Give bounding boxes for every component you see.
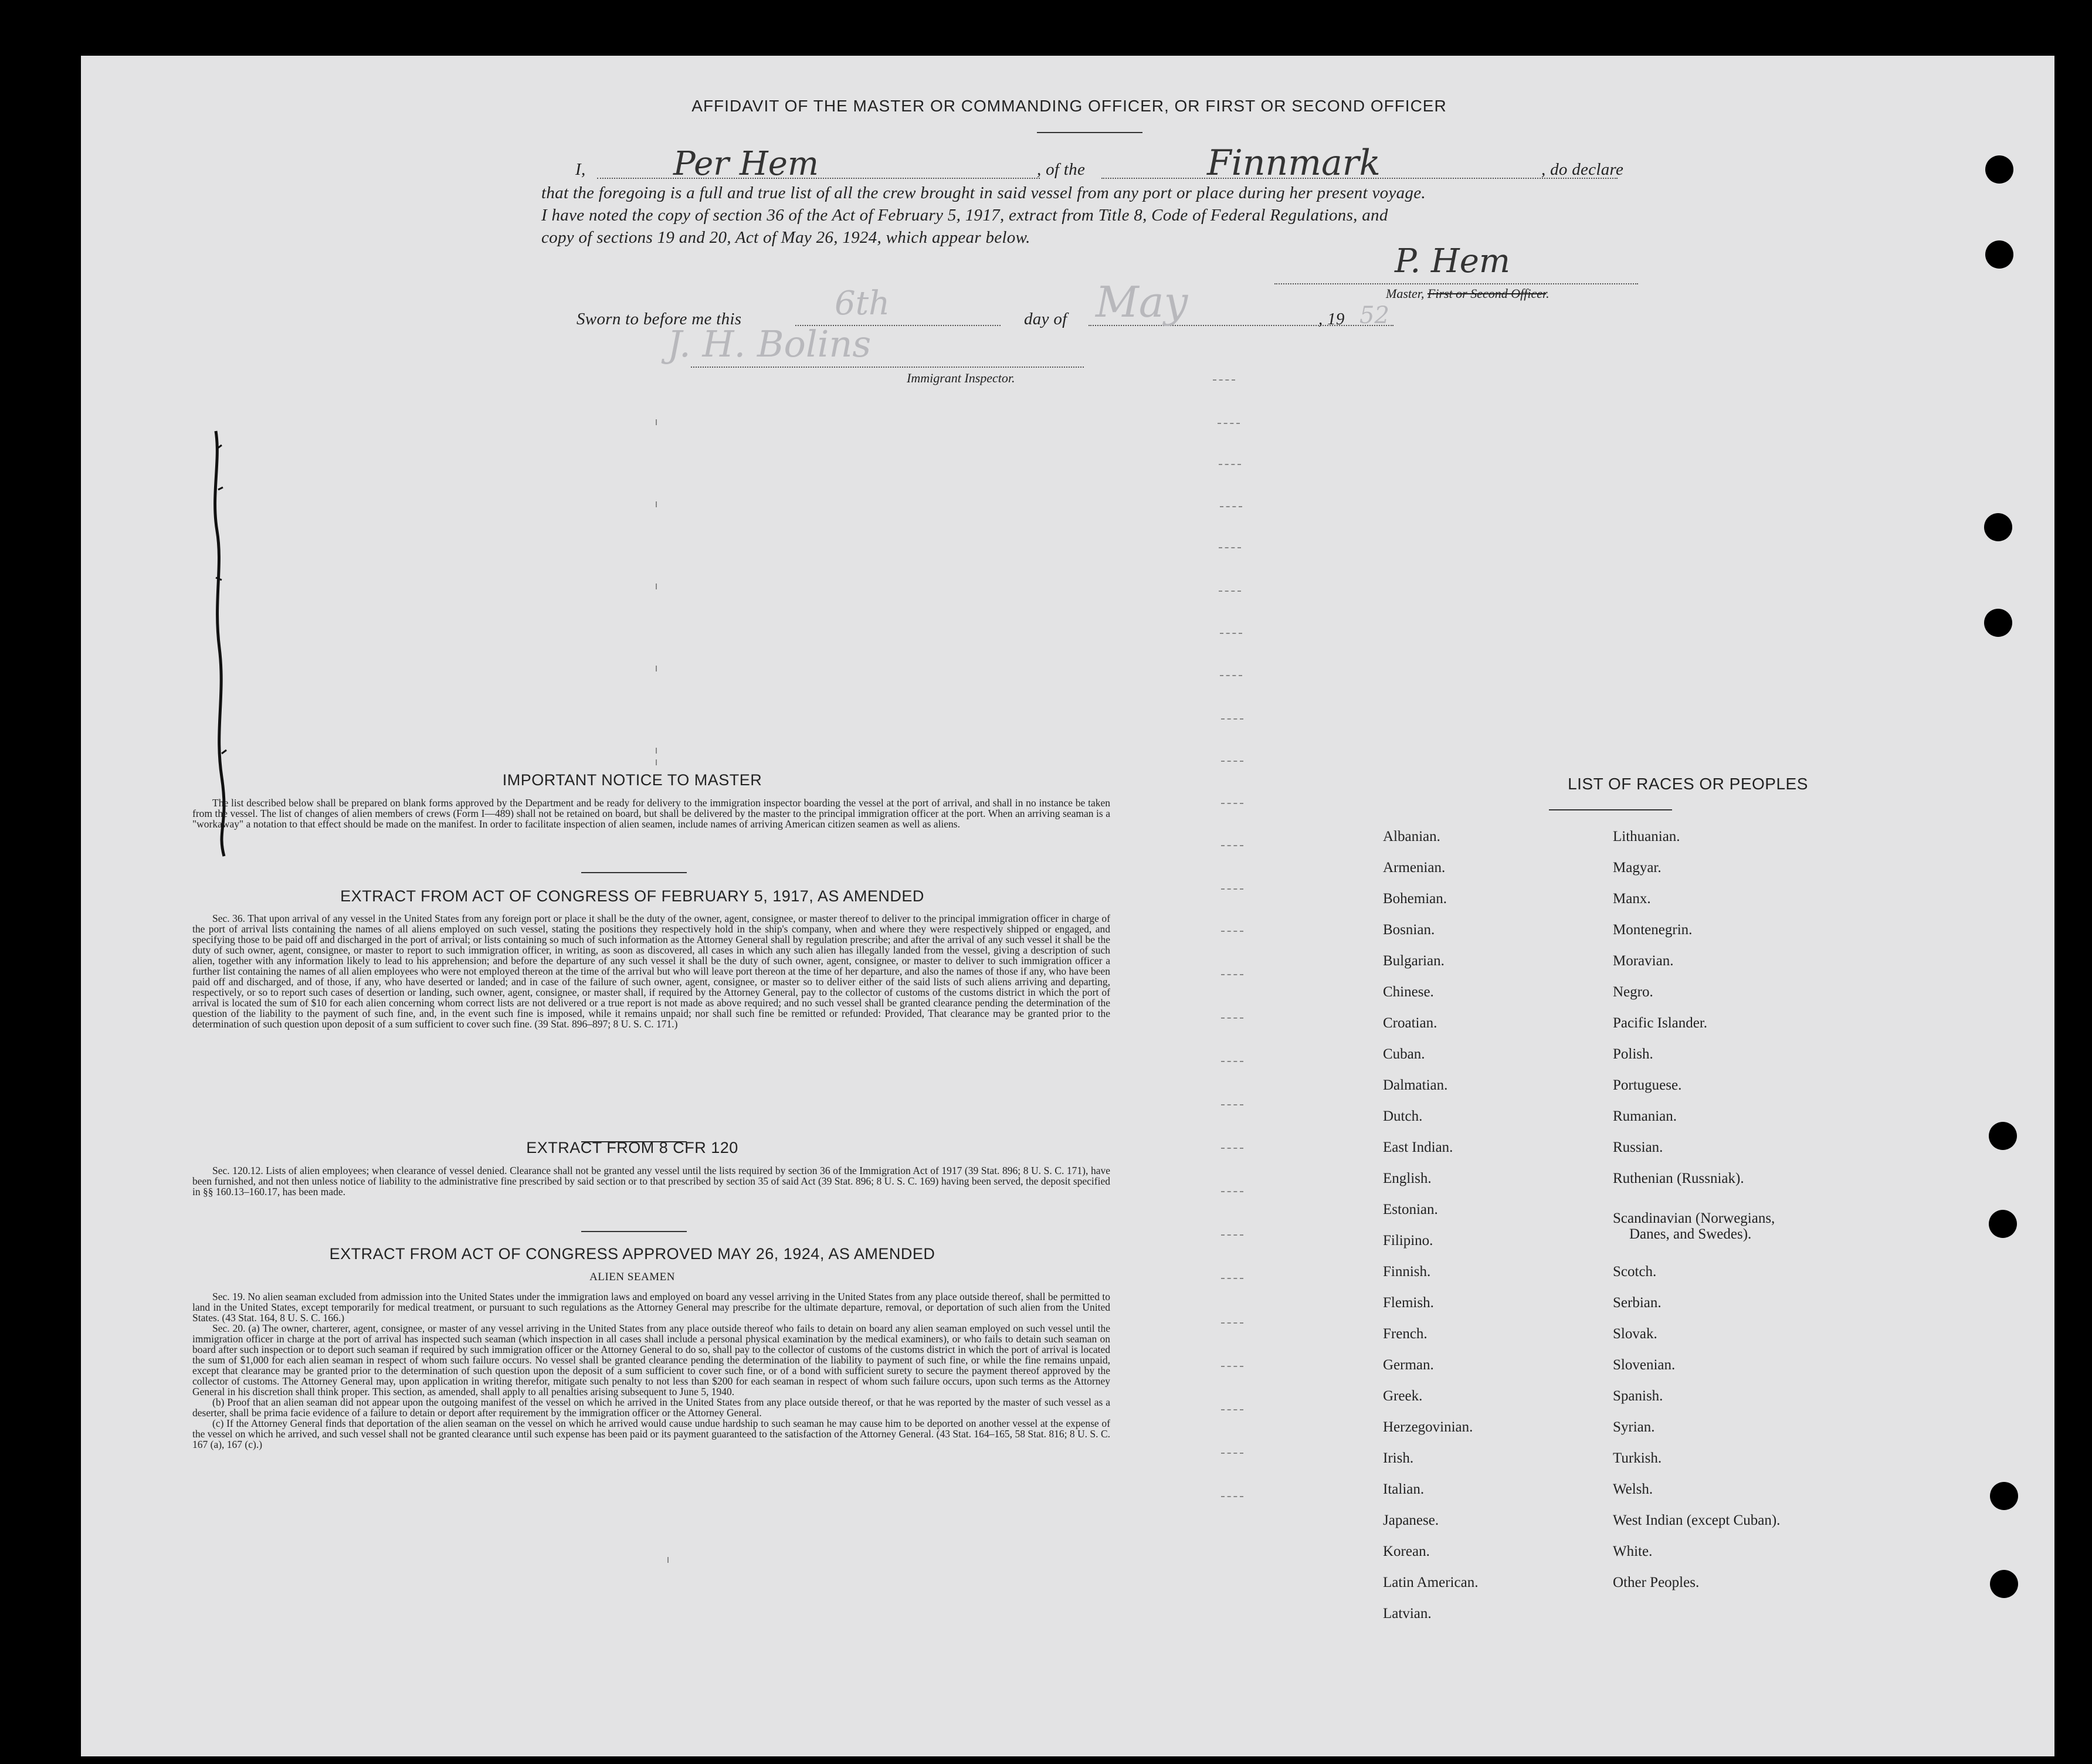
races-title: LIST OF RACES OR PEOPLES <box>1568 775 1808 793</box>
race-item: Negro. <box>1613 984 1653 1000</box>
race-item: Irish. <box>1383 1450 1414 1466</box>
race-item: Magyar. <box>1613 860 1662 876</box>
fold-tick <box>656 419 657 425</box>
race-item: Dalmatian. <box>1383 1077 1448 1093</box>
fold-tick <box>656 666 657 671</box>
fold-dash <box>1221 1191 1243 1192</box>
race-item: Latvian. <box>1383 1606 1432 1621</box>
fold-dash <box>1221 1234 1243 1236</box>
fold-dash <box>1221 718 1243 720</box>
punch-hole <box>1990 1570 2018 1598</box>
vessel-name-handwritten: Finnmark <box>1207 143 1381 184</box>
fold-dash <box>1221 1409 1243 1410</box>
sworn-label: Sworn to before me this <box>577 310 742 328</box>
do-declare-label: , do declare <box>1541 160 1624 179</box>
extract-1924-text: Sec. 19. No alien seaman excluded from admission into the United States under the immigration laws and employed on board any vessel arriving in the United States from any place outside thereof, shall be permitted to land in the United States, except temporarily for medical treatment, or pursuant to such regulations as the Attorney General may prescribe for the ultimate departure, removal, or deportation of such alien from the United States. (43 Stat. 164, 8 U. S. C. 166.) Sec. 20. (a) The owner, charterer, agent, consignee, or master of any vessel arriving in the United States from any place outside thereof who fails to detain on board any alien seaman employed on such vessel until the immigration officer in charge at the port of arrival has inspected such seaman (which inspection in all cases shall include a personal physical examination by the medical examiners), or who fails to detain such seaman on board after such inspection or to deport such seaman if required by such immigration officer or the Attorney General to do so, shall pay to the collector of customs of the customs district in which the port of arrival is located the sum of $1,000 for each alien seaman in respect of whom such failure occurs. No vessel shall be granted clearance pending the determination of the liability to payment of such fine, or while the fine remains unpaid, except that clearance may be granted prior to the determination of such question upon the deposit of a sum sufficient to cover such fine, or of a bond with sufficient surety to secure the payment thereof approved by the collector of customs. The Attorney General may, upon application in writing therefor, mitigate such penalty to not less than $200 for each seaman in respect of whom such failure occurs, upon such terms as the Attorney General in his discretion shall think proper. This section, as amended, shall apply to all penalties arising subsequent to June 5, 1940. (b) Proof that an alien seaman did not appear upon the outgoing manifest of the vessel on which he arrived in the United States from any place outside thereof, or that he was reported by the master of such vessel as a deserter, shall be prima facie evidence of a failure to detain or deport after requirement by the immigration officer or the Attorney General. (c) If the Attorney General finds that deportation of the alien seaman on the vessel on which he arrived would cause undue hardship to such seaman he may cause him to be deported on another vessel at the expense of the vessel on which he arrived, and such vessel shall not be granted clearance until such expense has been paid or its payment guaranteed to the satisfaction of the Attorney General. (43 Stat. 164–165, 58 Stat. 816; 8 U. S. C. 167 (a), 167 (c).) <box>192 1291 1110 1451</box>
race-item: Dutch. <box>1383 1108 1423 1124</box>
race-item: East Indian. <box>1383 1139 1453 1155</box>
fold-dash <box>1221 1148 1243 1149</box>
fold-dash <box>1220 633 1242 634</box>
race-item: Scandinavian (Norwegians, <box>1613 1210 1775 1226</box>
fold-dash <box>1221 1278 1243 1279</box>
race-item: Japanese. <box>1383 1512 1439 1528</box>
punch-hole <box>1984 513 2012 541</box>
race-item: Latin American. <box>1383 1575 1479 1590</box>
race-item: Slovenian. <box>1613 1357 1676 1373</box>
race-item: West Indian (except Cuban). <box>1613 1512 1781 1528</box>
extract-cfr-text: Sec. 120.12. Lists of alien employees; when clearance of vessel denied. Clearance shall not be granted any vessel until the lists required by section 36 of the Immigration Act of 1917 (39 Stat. 896; 8 U. S. C. 171), have been furnished, and not then unless notice of liability to the administrative fine prescribed by said section or to that prescribed by section 35 of said Act (39 Stat. 896; 8 U. S. C. 169) having been served, the deposit specified in §§ 160.13–160.17, has been made. <box>192 1165 1110 1198</box>
fold-dash <box>1221 1322 1243 1324</box>
officer-signature-line <box>1274 283 1638 284</box>
fold-dash <box>1221 1104 1243 1105</box>
punch-hole <box>1989 1122 2017 1150</box>
race-item: Pacific Islander. <box>1613 1015 1708 1031</box>
race-item: Scotch. <box>1613 1264 1657 1280</box>
race-item: Rumanian. <box>1613 1108 1677 1124</box>
affidavit-line-4: copy of sections 19 and 20, Act of May 26, 1924, which appear below. <box>541 228 1030 247</box>
i-label: I, <box>575 160 586 179</box>
fold-dash <box>1221 931 1243 932</box>
race-item: Finnish. <box>1383 1264 1431 1280</box>
race-item: Bohemian. <box>1383 891 1447 907</box>
officer-caption: Master, First or Second Officer. <box>1386 286 1549 301</box>
punch-hole <box>1990 1482 2018 1510</box>
alien-seamen-subtitle: ALIEN SEAMEN <box>589 1271 675 1283</box>
race-item: Croatian. <box>1383 1015 1437 1031</box>
fold-tick <box>656 748 657 754</box>
fold-tick <box>656 584 657 589</box>
fold-dash <box>1221 761 1243 762</box>
race-item: Slovak. <box>1613 1326 1657 1342</box>
inspector-label: Immigrant Inspector. <box>907 371 1015 385</box>
document-page <box>81 56 2054 1756</box>
race-item: French. <box>1383 1326 1428 1342</box>
notice-text: The list described below shall be prepared on blank forms approved by the Department and be ready for delivery to the immigration inspector boarding the vessel at the port of arrival, and shall in no instance be taken from the vessel. The list of changes of alien members of crews (Form I—489) shall not be retained on board, but shall be delivered by the master to the principal immigration officer at the port. When an arriving seaman is a "workaway" a notation to that effect should be made on the manifest. In order to facilitate inspection of alien seamen, include names of arriving American citizen seamen as well as aliens. <box>192 797 1110 830</box>
race-item: Greek. <box>1383 1388 1423 1404</box>
extract-1924-title: EXTRACT FROM ACT OF CONGRESS APPROVED MAY 26, 1924, AS AMENDED <box>329 1245 935 1263</box>
race-item: Turkish. <box>1613 1450 1662 1466</box>
master-name-handwritten: Per Hem <box>673 145 819 183</box>
notice-rule <box>581 872 687 873</box>
race-item: Korean. <box>1383 1544 1430 1559</box>
race-item: Polish. <box>1613 1046 1653 1062</box>
race-item: Bulgarian. <box>1383 953 1445 969</box>
punch-hole <box>1984 609 2012 637</box>
race-item: Welsh. <box>1613 1481 1653 1497</box>
extract-cfr-rule <box>581 1231 687 1232</box>
race-item: Montenegrin. <box>1613 922 1693 938</box>
races-rule <box>1549 809 1672 810</box>
race-item: Italian. <box>1383 1481 1425 1497</box>
race-item: Estonian. <box>1383 1202 1438 1217</box>
year-label: , 19 <box>1318 310 1345 328</box>
race-item: Ruthenian (Russniak). <box>1613 1171 1744 1186</box>
race-item: Moravian. <box>1613 953 1674 969</box>
race-item: Manx. <box>1613 891 1651 907</box>
sworn-day-handwritten: 6th <box>835 284 890 323</box>
race-item: Albanian. <box>1383 829 1440 844</box>
extract-1917-text: Sec. 36. That upon arrival of any vessel in the United States from any foreign port or place it shall be the duty of the owner, agent, consignee, or master thereof to deliver to the principal immigration officer in charge of the port of arrival lists containing the names of all aliens employed on such vessel, stating the positions they respectively hold in the ship's company, when and where they were respectively shipped or engaged, and specifying those to be paid off and discharged in the port of arrival; or lists containing so much of such information as the Attorney General shall by regulation prescribe; and after the arrival of any such vessel it shall be the duty of such owner, agent, consignee, or master to report to such immigration officer, in writing, as soon as discovered, all cases in which any such alien has illegally landed from the vessel, giving a description of such alien, together with any information likely to lead to his apprehension; and before the departure of any such vessel it shall be the duty of such owner, agent, consignee, or master to deliver to such immigration officer a further list containing the names of all alien employees who were not employed thereon at the time of the arrival but who will leave port thereon at the time of her departure, and also the names of those if any, who have been paid off and discharged, and of those, if any, who have deserted or landed; and in case of the failure of such owner, agent, consignee, or master so to deliver either of the said lists of such aliens arriving and departing, respectively, or so to report such cases of desertion or landing, such owner, agent, consignee, or master shall, if required by the Attorney General, pay to the collector of customs of the customs district in which the port of arrival is located the sum of $10 for each alien concerning whom correct lists are not delivered or a true report is not made as above required; and no such vessel shall be granted clearance pending the determination of the question of the liability to the payment of such fine, and, in the event such fine is imposed, while it remains unpaid; nor shall such fine be remitted or refunded: Provided, That clearance may be granted prior to the determination of such question upon deposit of a sum sufficient to cover such fine. (39 Stat. 896–897; 8 U. S. C. 171.) <box>192 912 1110 1030</box>
race-item: Serbian. <box>1613 1295 1662 1311</box>
affidavit-title: AFFIDAVIT OF THE MASTER OR COMMANDING OFFICER, OR FIRST OR SECOND OFFICER <box>691 97 1447 115</box>
fold-dash <box>1221 1366 1243 1367</box>
notice-title: IMPORTANT NOTICE TO MASTER <box>502 771 762 789</box>
affidavit-line-3: I have noted the copy of section 36 of the Act of February 5, 1917, extract from Title 8, Code of Federal Regulations, and <box>541 206 1388 225</box>
race-item: Syrian. <box>1613 1419 1655 1435</box>
fold-dash <box>1221 1496 1243 1497</box>
officer-signature: P. Hem <box>1395 242 1511 280</box>
fold-dash <box>1221 845 1243 846</box>
fold-dash <box>1221 1453 1243 1454</box>
race-item: Cuban. <box>1383 1046 1425 1062</box>
fold-dash <box>1219 591 1241 592</box>
year-handwritten: 52 <box>1359 302 1389 329</box>
race-item: Armenian. <box>1383 860 1446 876</box>
extract-1917-title: EXTRACT FROM ACT OF CONGRESS OF FEBRUARY 5, 1917, AS AMENDED <box>340 887 924 905</box>
fold-dash <box>1221 803 1243 804</box>
fold-dash <box>1221 1061 1243 1062</box>
fold-tick <box>656 759 657 765</box>
race-item: Portuguese. <box>1613 1077 1682 1093</box>
race-item: Chinese. <box>1383 984 1434 1000</box>
race-item: English. <box>1383 1171 1432 1186</box>
fold-dash <box>1218 423 1240 424</box>
inspector-signature: J. H. Bolins <box>667 323 872 365</box>
fold-dash <box>1221 1017 1243 1019</box>
race-item: Spanish. <box>1613 1388 1663 1404</box>
fold-tick <box>656 501 657 507</box>
of-the-label: , of the <box>1037 160 1086 179</box>
day-of-label: day of <box>1024 310 1067 328</box>
race-item: German. <box>1383 1357 1434 1373</box>
fold-dash <box>1219 464 1241 465</box>
fold-dash <box>1221 974 1243 975</box>
race-item: Filipino. <box>1383 1233 1433 1249</box>
race-item: Herzegovinian. <box>1383 1419 1473 1435</box>
punch-hole <box>1985 155 2013 184</box>
race-item: White. <box>1613 1544 1653 1559</box>
affidavit-line-2: that the foregoing is a full and true list of all the crew brought in said vessel from any port or place during her present voyage. <box>541 184 1426 202</box>
margin-ink-mark <box>204 425 239 859</box>
sworn-month-handwritten: May <box>1096 277 1188 327</box>
punch-hole <box>1989 1210 2017 1238</box>
race-item: Lithuanian. <box>1613 829 1680 844</box>
fold-tick <box>667 1557 669 1563</box>
fold-dash <box>1220 675 1242 676</box>
extract-cfr-title: EXTRACT FROM 8 CFR 120 <box>526 1139 738 1156</box>
punch-hole <box>1985 240 2013 269</box>
fold-dash <box>1220 506 1242 507</box>
inspector-signature-line <box>691 367 1084 368</box>
race-item: Russian. <box>1613 1139 1663 1155</box>
race-item: Danes, and Swedes). <box>1629 1226 1752 1242</box>
title-rule <box>1037 132 1142 133</box>
fold-dash <box>1213 379 1235 381</box>
fold-dash <box>1219 547 1241 548</box>
fold-dash <box>1221 888 1243 890</box>
race-item: Flemish. <box>1383 1295 1434 1311</box>
race-item: Bosnian. <box>1383 922 1435 938</box>
race-item: Other Peoples. <box>1613 1575 1700 1590</box>
